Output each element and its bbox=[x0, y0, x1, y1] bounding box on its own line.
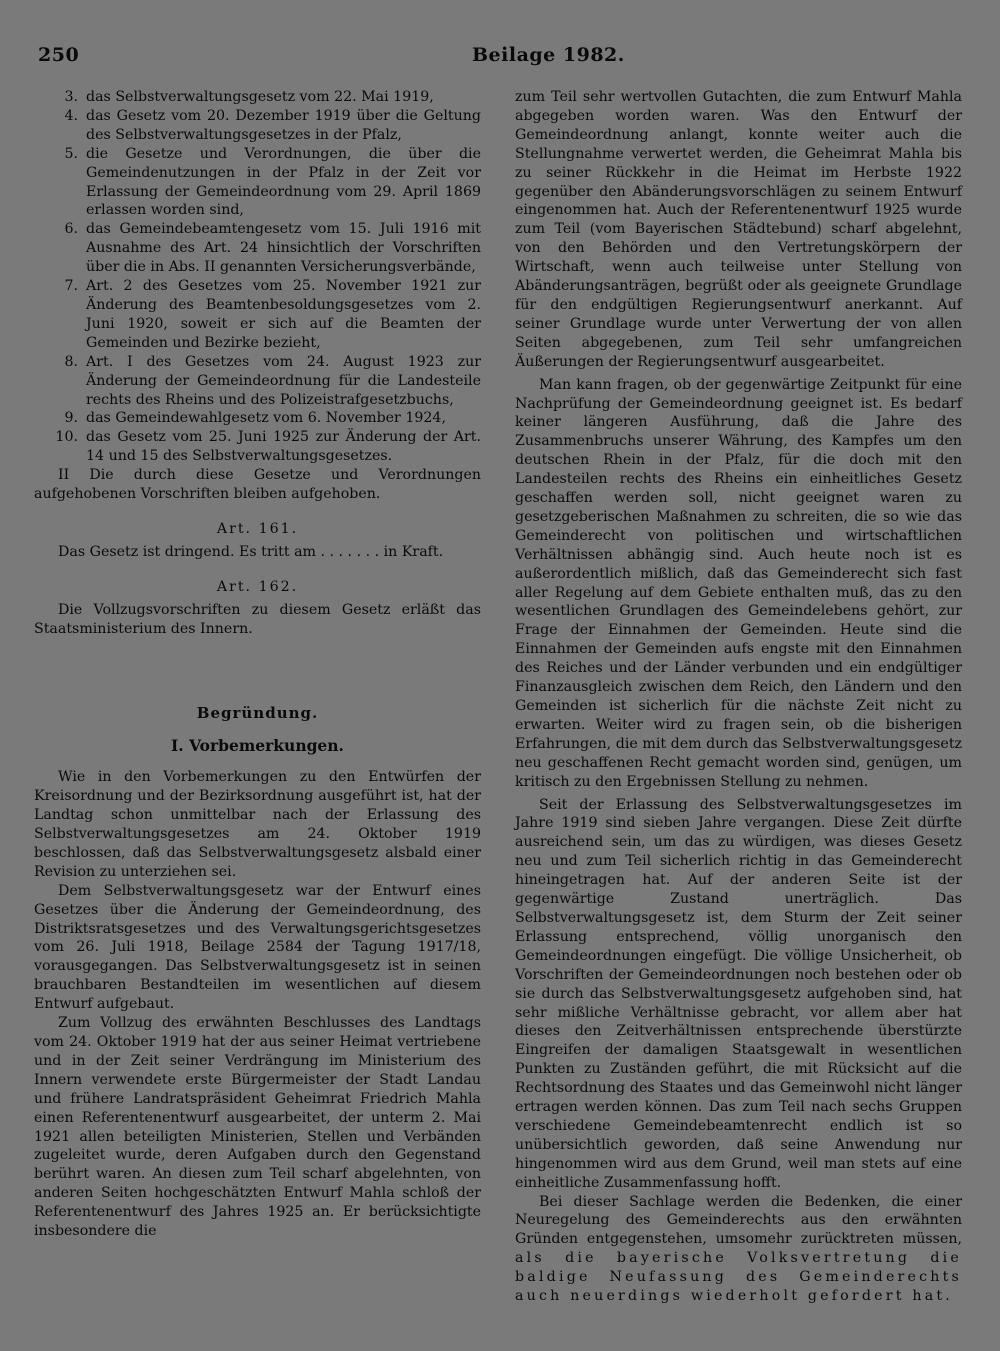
list-item bbox=[34, 428, 481, 466]
list-item-text: Art. I des Gesetzes vom 24. August 1923 zur Änderung der Gemeindeordnung für die Landesteile rechts des Rheins und des Polizeistrafgesetzbuchs, bbox=[86, 353, 481, 408]
list-item-number: 4. bbox=[64, 107, 78, 124]
list-item-text: das Gesetz vom 20. Dezember 1919 über die Geltung des Selbstverwaltungsgesetzes in der Pfalz, bbox=[86, 107, 481, 143]
list-item-number: 10. bbox=[55, 429, 78, 446]
list-item-text: das Selbstverwaltungsgesetz vom 22. Mai 1919, bbox=[86, 89, 434, 105]
paragraph-aufgehoben: II Die durch diese Gesetze und Verordnungen aufgehobenen Vorschriften bleiben aufgehoben. bbox=[34, 467, 481, 503]
header-title: Beilage 1982. bbox=[472, 44, 625, 66]
page-number: 250 bbox=[38, 44, 80, 66]
list-item bbox=[34, 220, 481, 277]
paragraph-final bbox=[515, 1193, 962, 1306]
list-item bbox=[34, 88, 481, 107]
text-columns bbox=[34, 88, 962, 1306]
list-item-text: das Gemeindebeamtengesetz vom 15. Juli 1916 mit Ausnahme des Art. 24 hinsichtlich der Vorschriften über die in Abs. II genannten Versicherungsverbände, bbox=[86, 221, 481, 276]
list-item bbox=[34, 353, 481, 410]
left-column bbox=[34, 88, 481, 1306]
right-column bbox=[515, 88, 962, 1306]
paragraph: Seit der Erlassung des Selbstverwaltungsgesetzes im Jahre 1919 sind sieben Jahre vergangen. Diese Zeit dürfte ausreichend sein, um das zu würdigen, was dieses Gesetz neu und zum Teil sicherlich richtig in das Gemeinderecht hineingetragen hat. Auf der anderen Seite ist der gegenwärtige Zustand unerträglich. Das Selbstverwaltungsgesetz ist, dem Sturm der Zeit seiner Erlassung entsprechend, völlig unorganisch den Gemeindeordnungen eingefügt. Die völlige Unsicherheit, ob Vorschriften der Gemeindeordnungen noch bestehen oder ob sie durch das Selbstverwaltungsgesetz aufgehoben sind, hat sehr mißliche Verhältnisse gebracht, vor allem aber hat dieses den Zeitverhältnissen entsprechende überstürzte Eingreifen der damaligen Staatsgewalt in wesentlichen Punkten zu Zuständen geführt, die mit Rücksicht auf die Rechtsordnung des Staates und das Gemeinwohl nicht länger ertragen werden können. Das zum Teil nach sechs Gruppen verschiedene Gemeindebeamtenrecht endlich ist so unübersichtlich geworden, daß seine Anwendung nur hingenommen wird aus dem Grund, weil man stets auf eine einheitliche Zusammenfassung hofft. bbox=[515, 796, 962, 1191]
list-item-number: 9. bbox=[64, 410, 78, 427]
list-item bbox=[34, 277, 481, 353]
paragraph: Dem Selbstverwaltungsgesetz war der Entwurf eines Gesetzes über die Änderung der Gemeindeordnung, des Distriktsratsgesetzes und des Verwaltungsgerichtsgesetzes vom 26. Juli 1918, Beilage 2584 der Tagung 1917/18, vorausgegangen. Das Selbstverwaltungsgesetz ist in seinen brauchbaren Bestandteilen im wesentlichen auf diesem Entwurf aufgebaut. bbox=[34, 882, 481, 1013]
list-item-number: 8. bbox=[64, 353, 78, 370]
paragraph-final-spaced: als die bayerische Volksvertretung die baldige Neufassung des Gemeinderechts auch neuerdings wiederholt gefordert hat. bbox=[515, 1250, 962, 1305]
article-heading-161: Art. 161. bbox=[216, 520, 299, 537]
paragraph: Man kann fragen, ob der gegenwärtige Zeitpunkt für eine Nachprüfung der Gemeindeordnung geeignet ist. Es bedarf keiner längeren Ausführung, daß die Jahre des Zusammenbruchs unserer Währung, des Kampfes um den deutschen Rhein in der Pfalz, für die doch mit den Landesteilen rechts des Rheins ein einheitliches Gesetz geschaffen werden soll, nicht geeignet waren zu gesetzgeberischen Maßnahmen zu schreiten, die so wie das Gemeinderecht von politischen und wirtschaftlichen Verhältnissen abhängig sind. Auch heute noch ist es außerordentlich mißlich, daß das Gemeinderecht sich fast aller Regelung auf dem Gebiete enthalten muß, das zu den wesentlichen Grundlagen des Gemeindelebens gehört, zur Frage der Einnahmen der Gemeinden. Heute sind die Einnahmen der Gemeinden aufs engste mit den Einnahmen des Reiches und der Länder verbunden und ein endgültiger Finanzausgleich zwischen dem Reich, den Ländern und den Gemeinden ist sicherlich für die nächste Zeit nicht zu erwarten. Weiter wird zu fragen sein, ob die bisherigen Erfahrungen, die mit dem durch das Selbstverwaltungsgesetz neu geschaffenen Recht gemacht worden sind, genügen, um kritisch zu den Ergebnissen Stellung zu nehmen. bbox=[515, 376, 962, 790]
list-item-text: Art. 2 des Gesetzes vom 25. November 1921 zur Änderung des Beamtenbesoldungsgesetzes vom 2. Juni 1920, soweit er sich auf die Beamten der Gemeinden und Bezirke bezieht, bbox=[86, 278, 481, 351]
article-heading-162: Art. 162. bbox=[216, 578, 299, 595]
list-item-text: die Gesetze und Verordnungen, die über die Gemeindenutzungen in der Pfalz in der Zeit vor Erlassung der Gemeindeordnung vom 29. April 1869 erlassen worden sind, bbox=[86, 145, 481, 219]
paragraph: zum Teil sehr wertvollen Gutachten, die zum Entwurf Mahla abgegeben worden waren. Was den Entwurf der Gemeindeordnung anlangt, konnte weiter auch die Stellungnahme verwertet werden, die Geheimrat Mahla bis zu seiner Rückkehr in die Heimat im Herbste 1922 gegenüber den Abänderungsvorschlägen zu seinem Entwurf eingenommen hat. Auch der Referentenentwurf 1925 wurde zum Teil (vom Bayerischen Städtebund) scharf abgelehnt, von den Behörden und den Vertretungskörpern der Wirtschaft, wenn auch teilweise unter Stellung von Abänderungsanträgen, begrüßt oder als geeignete Grundlage für den endgültigen Regierungsentwurf anerkannt. Auf seiner Grundlage wurde unter Verwertung der von allen Seiten abgegebenen, zum Teil sehr umfangreichen Äußerungen der Regierungsentwurf ausgearbeitet. bbox=[515, 89, 962, 370]
paragraph: Wie in den Vorbemerkungen zu den Entwürfen der Kreisordnung und der Bezirksordnung ausgeführt ist, hat der Landtag schon unmittelbar nach der Erlassung des Selbstverwaltungsgesetzes am 24. Oktober 1919 beschlossen, daß das Selbstverwaltungsgesetz alsbald einer Revision zu unterziehen sei. bbox=[34, 769, 481, 880]
article-161-text: Das Gesetz ist dringend. Es tritt am . . . . . . . in Kraft. bbox=[58, 543, 444, 560]
list-item-number: 5. bbox=[64, 145, 78, 162]
list-item bbox=[34, 145, 481, 221]
article-162-text: Die Vollzugsvorschriften zu diesem Gesetz erläßt das Staatsministerium des Innern. bbox=[34, 601, 481, 637]
list-item bbox=[34, 107, 481, 145]
list-item bbox=[34, 409, 481, 428]
list-item-number: 3. bbox=[64, 89, 78, 105]
list-item-text: das Gesetz vom 25. Juni 1925 zur Änderung der Art. 14 und 15 des Selbstverwaltungsgesetzes. bbox=[86, 429, 481, 465]
section-heading-vorbemerkungen: I. Vorbemerkungen. bbox=[171, 736, 344, 756]
paragraph: Zum Vollzug des erwähnten Beschlusses des Landtags vom 24. Oktober 1919 hat der aus seiner Heimat vertriebene und in der Zeit seiner Verdrängung im Ministerium des Innern verwendete erste Bürgermeister der Stadt Landau und frühere Landratspräsident Geheimrat Friedrich Mahla einen Referentenentwurf ausgearbeitet, der unterm 2. Mai 1921 allen beteiligten Ministerien, Stellen und Verbänden zugeleitet wurde, deren Aufgaben durch den Gegenstand berührt waren. An diesen zum Teil scharf abgelehnten, von anderen Seiten hochgeschätzten Entwurf Mahla schloß der Referentenentwurf des Jahres 1925 an. Er berücksichtigte insbesondere die bbox=[34, 1015, 481, 1240]
list-item-text: das Gemeindewahlgesetz vom 6. November 1924, bbox=[86, 410, 446, 427]
paragraph-final-start: Bei dieser Sachlage werden die Bedenken, die einer Neuregelung des Gemeinderechts aus den erwähnten Gründen entgegenstehen, umsomehr zurücktreten müssen, bbox=[515, 1193, 962, 1248]
section-heading-begruendung: Begründung. bbox=[196, 704, 319, 723]
list-item-number: 6. bbox=[64, 221, 78, 238]
list-item-number: 7. bbox=[64, 278, 78, 295]
page-header bbox=[34, 36, 960, 76]
